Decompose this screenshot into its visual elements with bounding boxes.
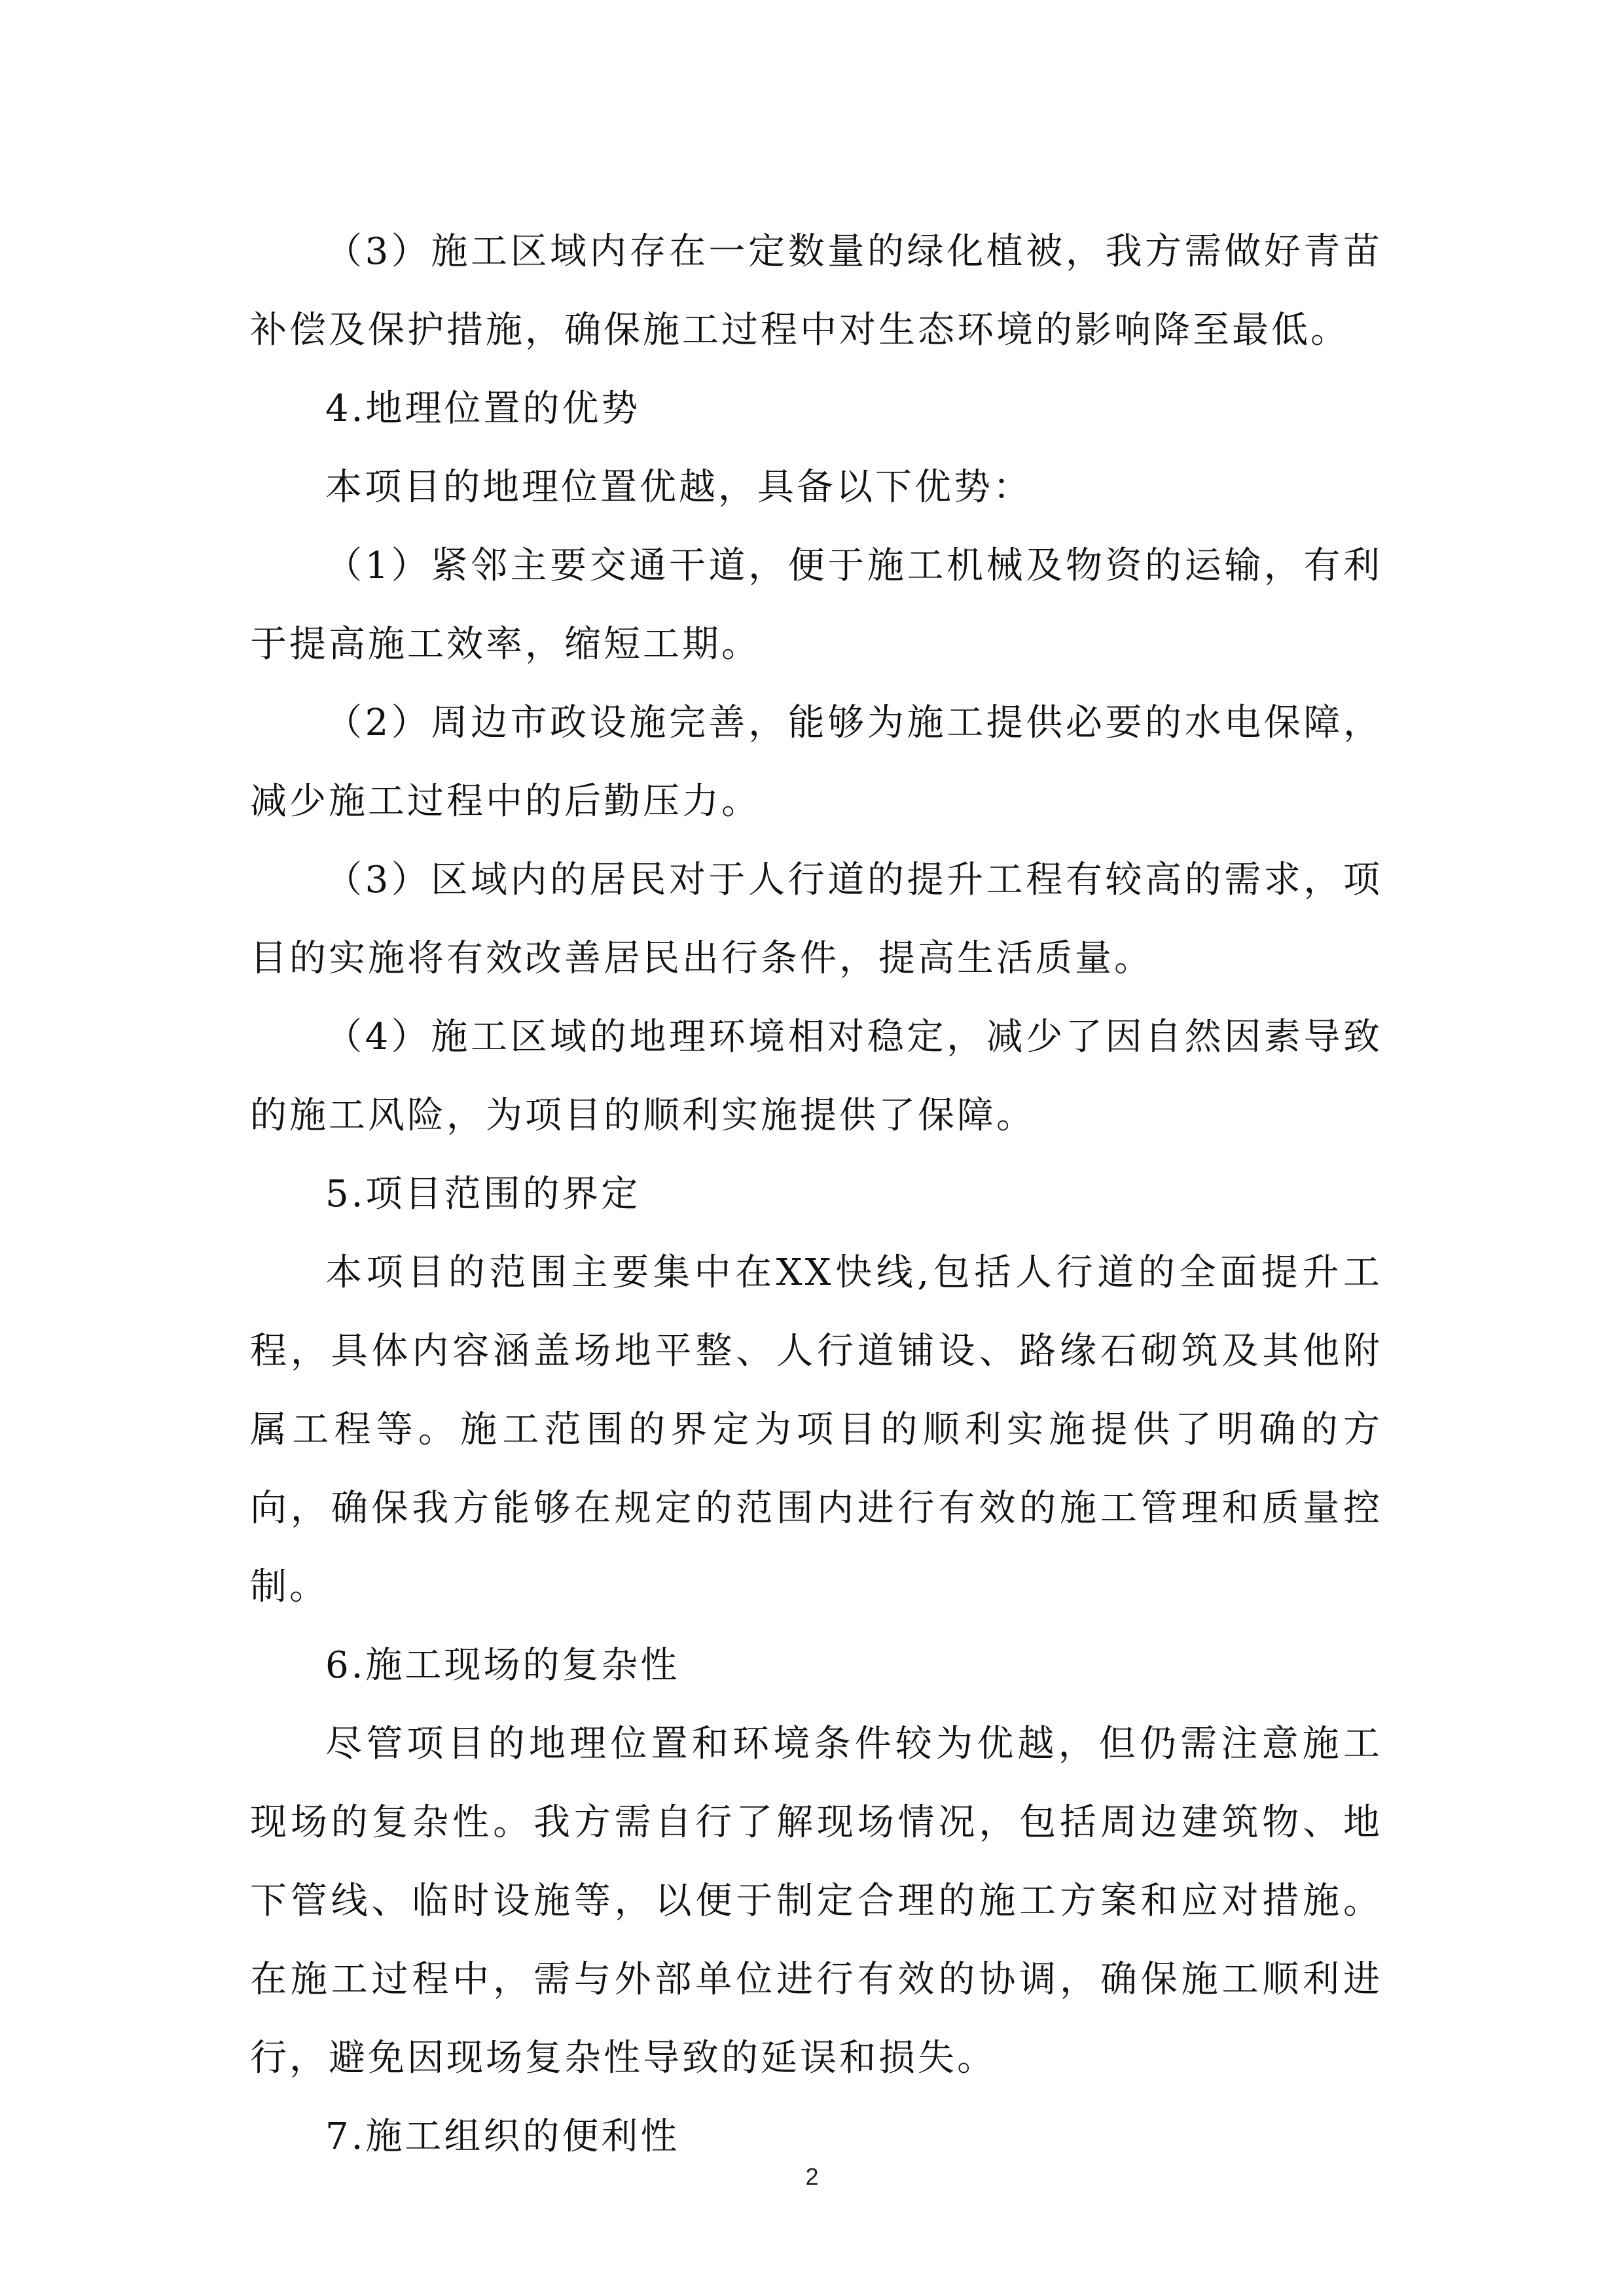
paragraph-project-scope: 本项目的范围主要集中在XX快线,包括人行道的全面提升工程，具体内容涵盖场地平整、人行道铺设、路缘石砌筑及其他附属工程等。施工范围的界定为项目的顺利实施提供了明确的方向，确保我方能够在规定的范围内进行有效的施工管理和质量控制。 bbox=[250, 1251, 1382, 1608]
paragraph-green-vegetation: （3）施工区域内存在一定数量的绿化植被，我方需做好青苗补偿及保护措施，确保施工过程中对生态环境的影响降至最低。 bbox=[250, 230, 1382, 351]
page-number: 2 bbox=[805, 2163, 819, 2190]
paragraph-advantage-utilities: （2）周边市政设施完善，能够为施工提供必要的水电保障，减少施工过程中的后勤压力。 bbox=[250, 702, 1382, 823]
section-heading-site-complexity: 6.施工现场的复杂性 bbox=[325, 1644, 680, 1687]
paragraph-advantage-residents: （3）区域内的居民对于人行道的提升工程有较高的需求，项目的实施将有效改善居民出行条件，提高生活质量。 bbox=[250, 859, 1382, 980]
section-heading-project-scope: 5.项目范围的界定 bbox=[325, 1173, 641, 1215]
paragraph-site-complexity: 尽管项目的地理位置和环境条件较为优越，但仍需注意施工现场的复杂性。我方需自行了解现场情况，包括周边建筑物、地下管线、临时设施等，以便于制定合理的施工方案和应对措施。在施工过程中，需与外部单位进行有效的协调，确保施工顺利进行，避免因现场复杂性导致的延误和损失。 bbox=[250, 1723, 1382, 2079]
section-heading-location-advantages: 4.地理位置的优势 bbox=[325, 387, 641, 430]
paragraph-location-intro: 本项目的地理位置优越，具备以下优势： bbox=[325, 466, 1032, 509]
paragraph-advantage-environment: （4）施工区域的地理环境相对稳定，减少了因自然因素导致的施工风险，为项目的顺利实施提供了保障。 bbox=[250, 1016, 1382, 1137]
section-heading-organization-convenience: 7.施工组织的便利性 bbox=[325, 2115, 680, 2158]
paragraph-advantage-traffic: （1）紧邻主要交通干道，便于施工机械及物资的运输，有利于提高施工效率，缩短工期。 bbox=[250, 545, 1382, 666]
document-body bbox=[250, 213, 1382, 2176]
